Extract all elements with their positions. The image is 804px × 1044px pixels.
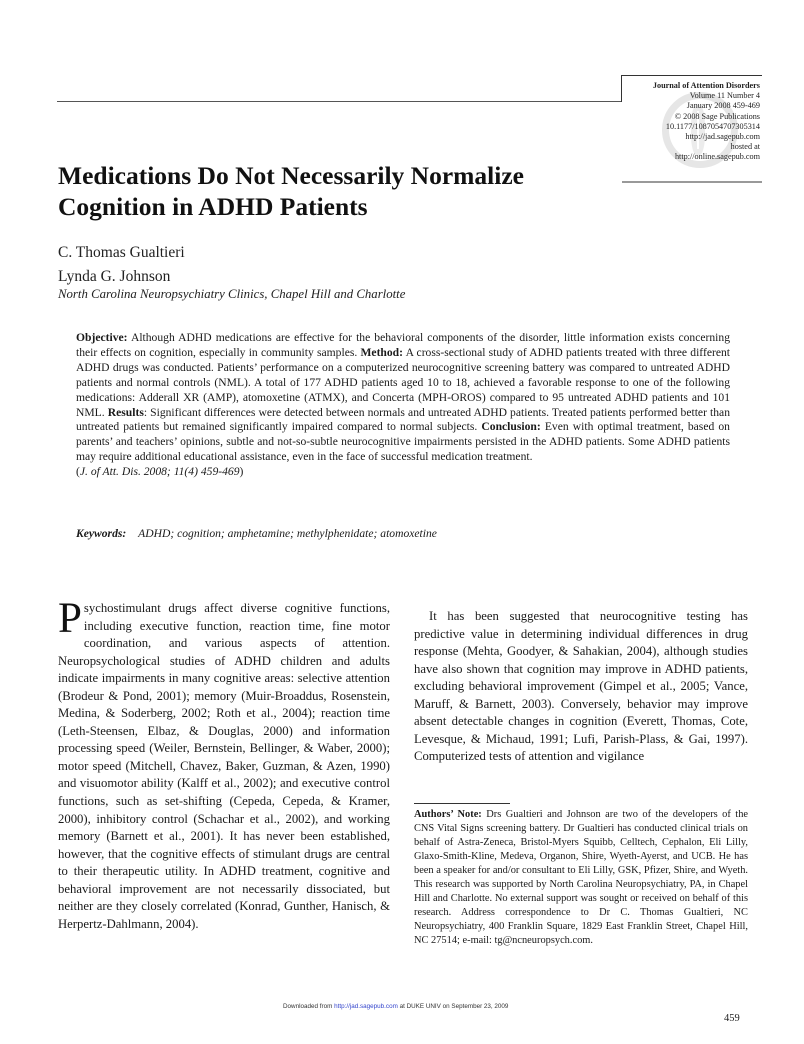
footnote-rule bbox=[414, 803, 510, 804]
abstract-conclusion-label: Conclusion: bbox=[481, 420, 541, 434]
abstract-objective-text: Although ADHD medications are effective for the behavioral components of the disorder, little information exists concerning their effects on cognition, especially in community samples. bbox=[76, 331, 730, 359]
abstract-objective-label: Objective: bbox=[76, 331, 128, 344]
drop-cap: P bbox=[58, 595, 82, 642]
journal-hosted-at: hosted at bbox=[730, 142, 760, 152]
citation-open: ( bbox=[76, 465, 80, 479]
keywords bbox=[76, 527, 437, 540]
journal-date-pages: January 2008 459-469 bbox=[686, 101, 760, 111]
header-rule-top bbox=[621, 75, 762, 76]
author-affiliation: North Carolina Neuropsychiatry Clinics, Chapel Hill and Charlotte bbox=[58, 287, 406, 301]
author-name: C. Thomas Gualtieri bbox=[58, 244, 185, 261]
abstract bbox=[76, 331, 730, 480]
journal-url[interactable]: http://jad.sagepub.com bbox=[685, 132, 760, 142]
journal-doi: 10.1177/1087054707305314 bbox=[665, 121, 760, 131]
journal-host-url[interactable]: http://online.sagepub.com bbox=[674, 152, 760, 162]
journal-volume: Volume 11 Number 4 bbox=[689, 91, 760, 101]
abstract-results-label: Results bbox=[107, 405, 144, 419]
authors-note-label: Authors’ Note: bbox=[414, 809, 482, 820]
download-notice bbox=[283, 1003, 508, 1010]
keywords-value: ADHD; cognition; amphetamine; methylphenidate; atomoxetine bbox=[138, 527, 437, 540]
download-link[interactable]: http://jad.sagepub.com bbox=[334, 1003, 398, 1010]
article-title: Medications Do Not Necessarily Normalize Cognition in ADHD Patients bbox=[58, 161, 524, 221]
abstract-method-label: Method: bbox=[360, 345, 403, 359]
download-prefix: Downloaded from bbox=[283, 1003, 335, 1010]
authors-note bbox=[414, 808, 748, 948]
page-number: 459 bbox=[724, 1013, 740, 1024]
body-right-column: It has been suggested that neurocognitive testing has predictive value in determining individual differences in drug response (Mehta, Goodyer, & Sahakian, 2004), although studies have also shown that cognition may improve in ADHD patients, excluding behavioral improvement (Gimpel et al., 2005; Vance, Maruff, & Barnett, 2003). Conversely, behavior may improve absent detectable changes in cognition (Everett, Thomas, Cote, Levesque, & Michaud, 1991; Lufi, Parish-Plass, & Gai, 1997). Computerized tests of attention and vigilance bbox=[414, 609, 748, 764]
body-left-column bbox=[58, 595, 390, 933]
citation-close: ) bbox=[239, 465, 244, 479]
keywords-label: Keywords: bbox=[76, 527, 127, 540]
abstract-citation: J. of Att. Dis. 2008; 11(4) 459-469 bbox=[79, 465, 240, 479]
authors-note-text: Drs Gualtieri and Johnson are two of the developers of the CNS Vital Signs screening battery. Dr Gualtieri has conducted clinical trials on behalf of Astra-Zeneca, Bristol-Myers Squibb, Celltech, Cephalon, Eli Lilly, Glaxo-Smith-Kline, Medeva, Organon, Shire, Wyeth-Ayerst, and UCB. He has been a speaker for and/or consultant to Eli Lilly, GSK, Pfizer, Shire, and Wyeth. This research was supported by North Carolina Neuropsychiatry, PA, in Chapel Hill and Charlotte. No external support was sought or received on behalf of this research. Address correspondence to Dr C. Thomas Gualtieri, NC Neuropsychiatry, 400 Franklin Square, 1829 East Franklin Street, Chapel Hill, NC 27514; e-mail: tg@ncneuropsych.com. bbox=[414, 809, 749, 946]
author-name: Lynda G. Johnson bbox=[58, 268, 171, 285]
journal-info-box bbox=[622, 81, 760, 163]
journal-info-bottom-rule bbox=[622, 181, 762, 183]
journal-copyright: © 2008 Sage Publications bbox=[674, 111, 760, 121]
abstract-method-text: A cross-sectional study of ADHD patients treated with three different ADHD drugs was conducted. Patients’ performance on a computerized neurocognitive screening battery was compared to untreated ADHD patients and normal controls (NML). A total of 177 ADHD patients aged 10 to 18, achieved a favorable response to one of the following medications: Adderall XR (AMP), atomoxetine (ATMX), and Concerta (MPH-OROS) compared to 95 untreated ADHD patients and 101 NML. bbox=[76, 345, 730, 419]
journal-name: Journal of Attention Disorders bbox=[652, 81, 760, 90]
abstract-results-text: : Significant differences were detected between normals and untreated ADHD patients. Treated patients performed better than untreated patients but remained significantly impaired compared to normal subjects. bbox=[76, 405, 730, 434]
header-rule bbox=[57, 101, 622, 102]
body-left-text: sychostimulant drugs affect diverse cognitive functions, including executive function, reaction time, fine motor coordination, and various aspects of attention. Neuropsychological studies of ADHD children and adults indicate impairments in many cognitive areas: selective attention (Brodeur & Pond, 2001); memory (Muir-Broaddus, Rosenstein, Medina, & Soderberg, 2002; Roth et al., 2004); reaction time (Leth-Steensen, Elbaz, & Douglas, 2000) and information processing speed (Weiler, Bernstein, Bellinger, & Waber, 2000); motor speed (Mitchell, Chavez, Baker, Guzman, & Azen, 1990) and visuomotor ability (Kalff et al., 2002); and executive control functions, such as set-shifting (Cepeda, Cepeda, & Kramer, 2000), inhibitory control (Schachar et al., 2002), and working memory (Barnett et al., 2001). It has never been established, however, that the cognitive effects of stimulant drugs are central to their therapeutic utility. In ADHD treatment, cognitive and behavioral improvement are not necessarily dissociated, but neither are they closely correlated (Konrad, Gunther, Hanisch, & Herpertz-Dahlmann, 2004). bbox=[58, 601, 390, 931]
download-suffix: at DUKE UNIV on September 23, 2009 bbox=[397, 1003, 509, 1010]
abstract-conclusion-text: Even with optimal treatment, based on parents’ and teachers’ opinions, subtle and not-so-subtle neurocognitive impairments persisted in the ADHD patients. Some ADHD patients may require additional educational assistance, even in the face of successful medication treatment. bbox=[76, 420, 730, 464]
